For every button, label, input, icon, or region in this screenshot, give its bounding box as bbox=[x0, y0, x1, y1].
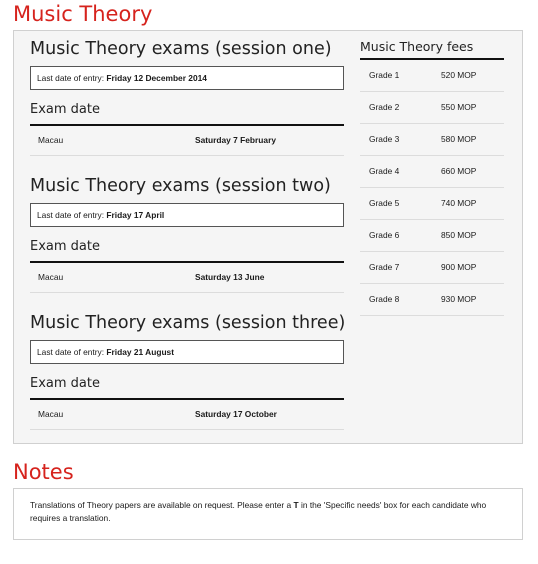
fee-price: 930 MOP bbox=[441, 294, 477, 304]
exam-date: Saturday 13 June bbox=[195, 272, 265, 282]
fee-price: 660 MOP bbox=[441, 166, 477, 176]
entry-deadline-box bbox=[30, 340, 344, 364]
exam-date-heading: Exam date bbox=[30, 376, 344, 400]
page-title: Music Theory bbox=[13, 2, 153, 26]
fee-row bbox=[360, 124, 504, 156]
exam-date-heading: Exam date bbox=[30, 239, 344, 263]
fee-price: 520 MOP bbox=[441, 70, 477, 80]
exam-row bbox=[30, 126, 344, 156]
entry-label: Last date of entry: bbox=[37, 210, 107, 220]
entry-date: Friday 12 December 2014 bbox=[106, 73, 207, 83]
fee-grade: Grade 4 bbox=[369, 166, 400, 176]
exam-row bbox=[30, 400, 344, 430]
exam-location: Macau bbox=[38, 409, 64, 419]
fee-row bbox=[360, 188, 504, 220]
fees-column bbox=[360, 39, 504, 316]
session-title: Music Theory exams (session three) bbox=[30, 313, 346, 333]
entry-date: Friday 17 April bbox=[106, 210, 165, 220]
exam-sessions bbox=[30, 37, 344, 430]
entry-deadline-box bbox=[30, 66, 344, 90]
exam-row bbox=[30, 263, 344, 293]
entry-deadline-box bbox=[30, 203, 344, 227]
exam-location: Macau bbox=[38, 135, 64, 145]
fee-grade: Grade 2 bbox=[369, 102, 400, 112]
fee-price: 740 MOP bbox=[441, 198, 477, 208]
fee-grade: Grade 8 bbox=[369, 294, 400, 304]
exam-panel bbox=[13, 30, 523, 444]
fee-grade: Grade 5 bbox=[369, 198, 400, 208]
fee-grade: Grade 3 bbox=[369, 134, 400, 144]
exam-date: Saturday 7 February bbox=[195, 135, 276, 145]
notes-box bbox=[13, 488, 523, 540]
notes-title: Notes bbox=[13, 460, 74, 484]
fee-row bbox=[360, 284, 504, 316]
exam-date: Saturday 17 October bbox=[195, 409, 277, 419]
notes-text-end: in the 'Specific needs' box for each candidate who requires a translation. bbox=[30, 500, 487, 523]
exam-date-heading: Exam date bbox=[30, 102, 344, 126]
fee-grade: Grade 6 bbox=[369, 230, 400, 240]
fees-title: Music Theory fees bbox=[360, 39, 504, 60]
entry-label: Last date of entry: bbox=[37, 347, 107, 357]
session-title: Music Theory exams (session two) bbox=[30, 176, 331, 196]
fee-price: 580 MOP bbox=[441, 134, 477, 144]
fee-price: 550 MOP bbox=[441, 102, 477, 112]
fee-price: 850 MOP bbox=[441, 230, 477, 240]
fee-row bbox=[360, 220, 504, 252]
fee-row bbox=[360, 156, 504, 188]
notes-text-start: Translations of Theory papers are available on request. Please enter a bbox=[30, 500, 294, 510]
session-three bbox=[30, 311, 344, 430]
entry-date: Friday 21 August bbox=[106, 347, 175, 357]
session-one bbox=[30, 37, 344, 156]
fee-row bbox=[360, 60, 504, 92]
session-title: Music Theory exams (session one) bbox=[30, 39, 332, 59]
exam-location: Macau bbox=[38, 272, 64, 282]
fee-row bbox=[360, 92, 504, 124]
fee-row bbox=[360, 252, 504, 284]
fee-grade: Grade 7 bbox=[369, 262, 400, 272]
fee-grade: Grade 1 bbox=[369, 70, 400, 80]
fee-price: 900 MOP bbox=[441, 262, 477, 272]
notes-text-bold: T bbox=[293, 500, 299, 510]
entry-label: Last date of entry: bbox=[37, 73, 107, 83]
session-two bbox=[30, 174, 344, 293]
